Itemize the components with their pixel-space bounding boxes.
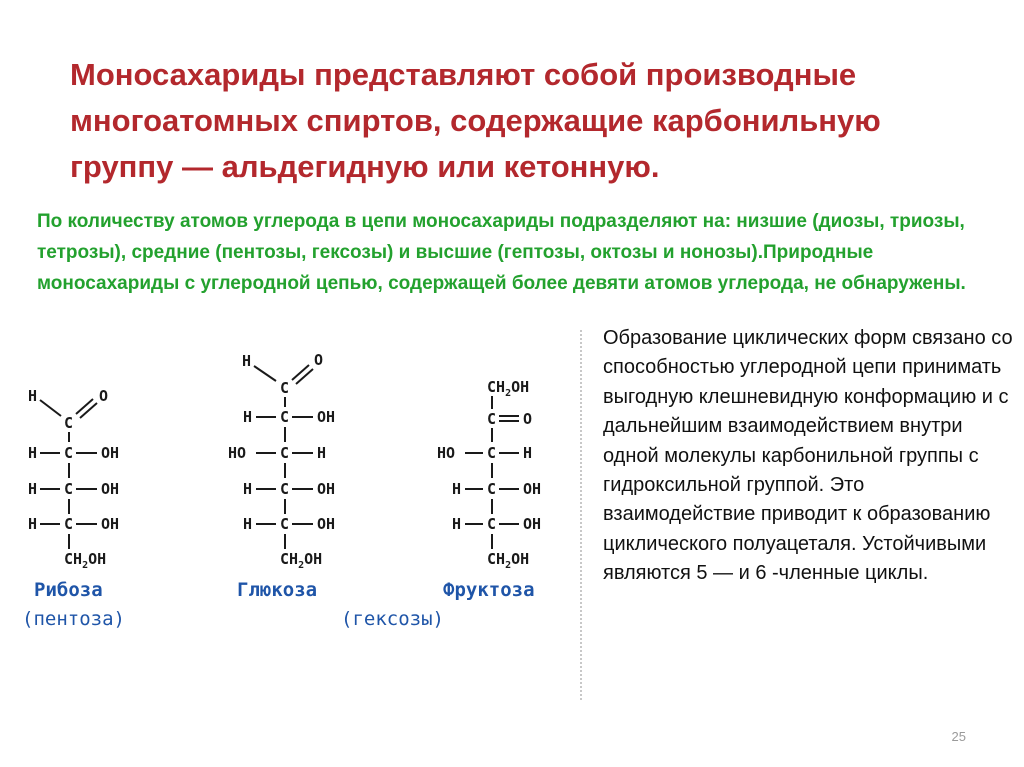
fructose-top-ch2oh: $CH_2OH$ xyxy=(487,378,530,399)
ribose-carbon: C xyxy=(64,480,74,498)
ribose-row-left: H xyxy=(28,515,38,533)
glucose-bond xyxy=(254,366,276,381)
fructose-row-right: H xyxy=(523,444,533,462)
glucose-row-left: H xyxy=(243,408,253,426)
glucose-row-right: OH xyxy=(317,480,336,498)
pentose-label: (пентоза) xyxy=(22,608,125,630)
glucose-row-right: OH xyxy=(317,515,336,533)
ribose-aldehyde-h: H xyxy=(28,387,38,405)
fructose-keto-c: C xyxy=(487,410,497,428)
ribose-bond xyxy=(80,403,97,418)
fructose-keto-o: O xyxy=(523,410,533,428)
ribose-carbon: C xyxy=(64,515,74,533)
ribose-c1: C xyxy=(64,414,74,432)
monosaccharide-structures xyxy=(0,330,590,640)
fructose-carbon: C xyxy=(487,515,497,533)
ribose-row-right: OH xyxy=(101,480,120,498)
glucose-carbon: C xyxy=(280,515,290,533)
fructose-row-right: OH xyxy=(523,480,542,498)
ribose-name: Рибоза xyxy=(34,579,103,601)
ribose-structure xyxy=(22,387,125,630)
glucose-bond xyxy=(296,369,313,384)
ribose-row-left: H xyxy=(28,444,38,462)
glucose-bond xyxy=(292,365,309,380)
ribose-aldehyde-o: O xyxy=(99,387,109,405)
cyclic-forms-text: Образование циклических форм связано со способностью углеродной цепи принимать выгодную клешневидную конформацию и с дальнейшим взаимодействием внутри одной молекулы карбонильной группы с гидроксильной группой. Это взаимодействие приводит к образованию циклического полуацеталя. Устойчивыми являются 5 — и 6 -членные циклы. xyxy=(603,327,1013,585)
glucose-c1: C xyxy=(280,379,290,397)
glucose-aldehyde-o: O xyxy=(314,351,324,369)
ribose-row-left: H xyxy=(28,480,38,498)
glucose-row-left: H xyxy=(243,480,253,498)
glucose-row-right: OH xyxy=(317,408,336,426)
ribose-row-right: OH xyxy=(101,444,120,462)
fructose-carbon: C xyxy=(487,444,497,462)
fructose-carbon: C xyxy=(487,480,497,498)
glucose-name: Глюкоза xyxy=(237,579,318,601)
slide-number: 25 xyxy=(951,729,966,744)
slide-title: Моносахариды представляют собой производные многоатомных спиртов, содержащие карбонильную группу — альдегидную или кетонную. xyxy=(70,57,881,184)
fructose-row-right: OH xyxy=(523,515,542,533)
classification-text: По количеству атомов углерода в цепи моносахариды подразделяют на: низшие (диозы, триозы, тетрозы), средние (пентозы, гексозы) и высшие (гептозы, октозы и нонозы).Природные моносахариды с углеродной цепью, содержащей более девяти атомов углерода, не обнаружены. xyxy=(37,211,966,294)
glucose-row-left: H xyxy=(243,515,253,533)
glucose-carbon: C xyxy=(280,480,290,498)
fructose-structure xyxy=(437,378,541,601)
glucose-carbon: C xyxy=(280,408,290,426)
glucose-structure xyxy=(228,351,444,630)
fructose-ch2oh: $CH_2OH$ xyxy=(487,550,530,571)
ribose-bond xyxy=(40,400,61,416)
ribose-bond xyxy=(76,399,93,414)
glucose-ch2oh: $CH_2OH$ xyxy=(280,550,323,571)
hexose-label: (гексозы) xyxy=(341,608,444,630)
ribose-ch2oh: $CH_2OH$ xyxy=(64,550,107,571)
glucose-aldehyde-h: H xyxy=(242,352,252,370)
glucose-carbon: C xyxy=(280,444,290,462)
fructose-row-left: HO xyxy=(437,444,456,462)
glucose-row-right: H xyxy=(317,444,327,462)
ribose-carbon: C xyxy=(64,444,74,462)
separator-line xyxy=(580,330,582,700)
fructose-name: Фруктоза xyxy=(443,579,535,601)
glucose-row-left: HO xyxy=(228,444,247,462)
fructose-row-left: H xyxy=(452,515,462,533)
fructose-row-left: H xyxy=(452,480,462,498)
ribose-row-right: OH xyxy=(101,515,120,533)
